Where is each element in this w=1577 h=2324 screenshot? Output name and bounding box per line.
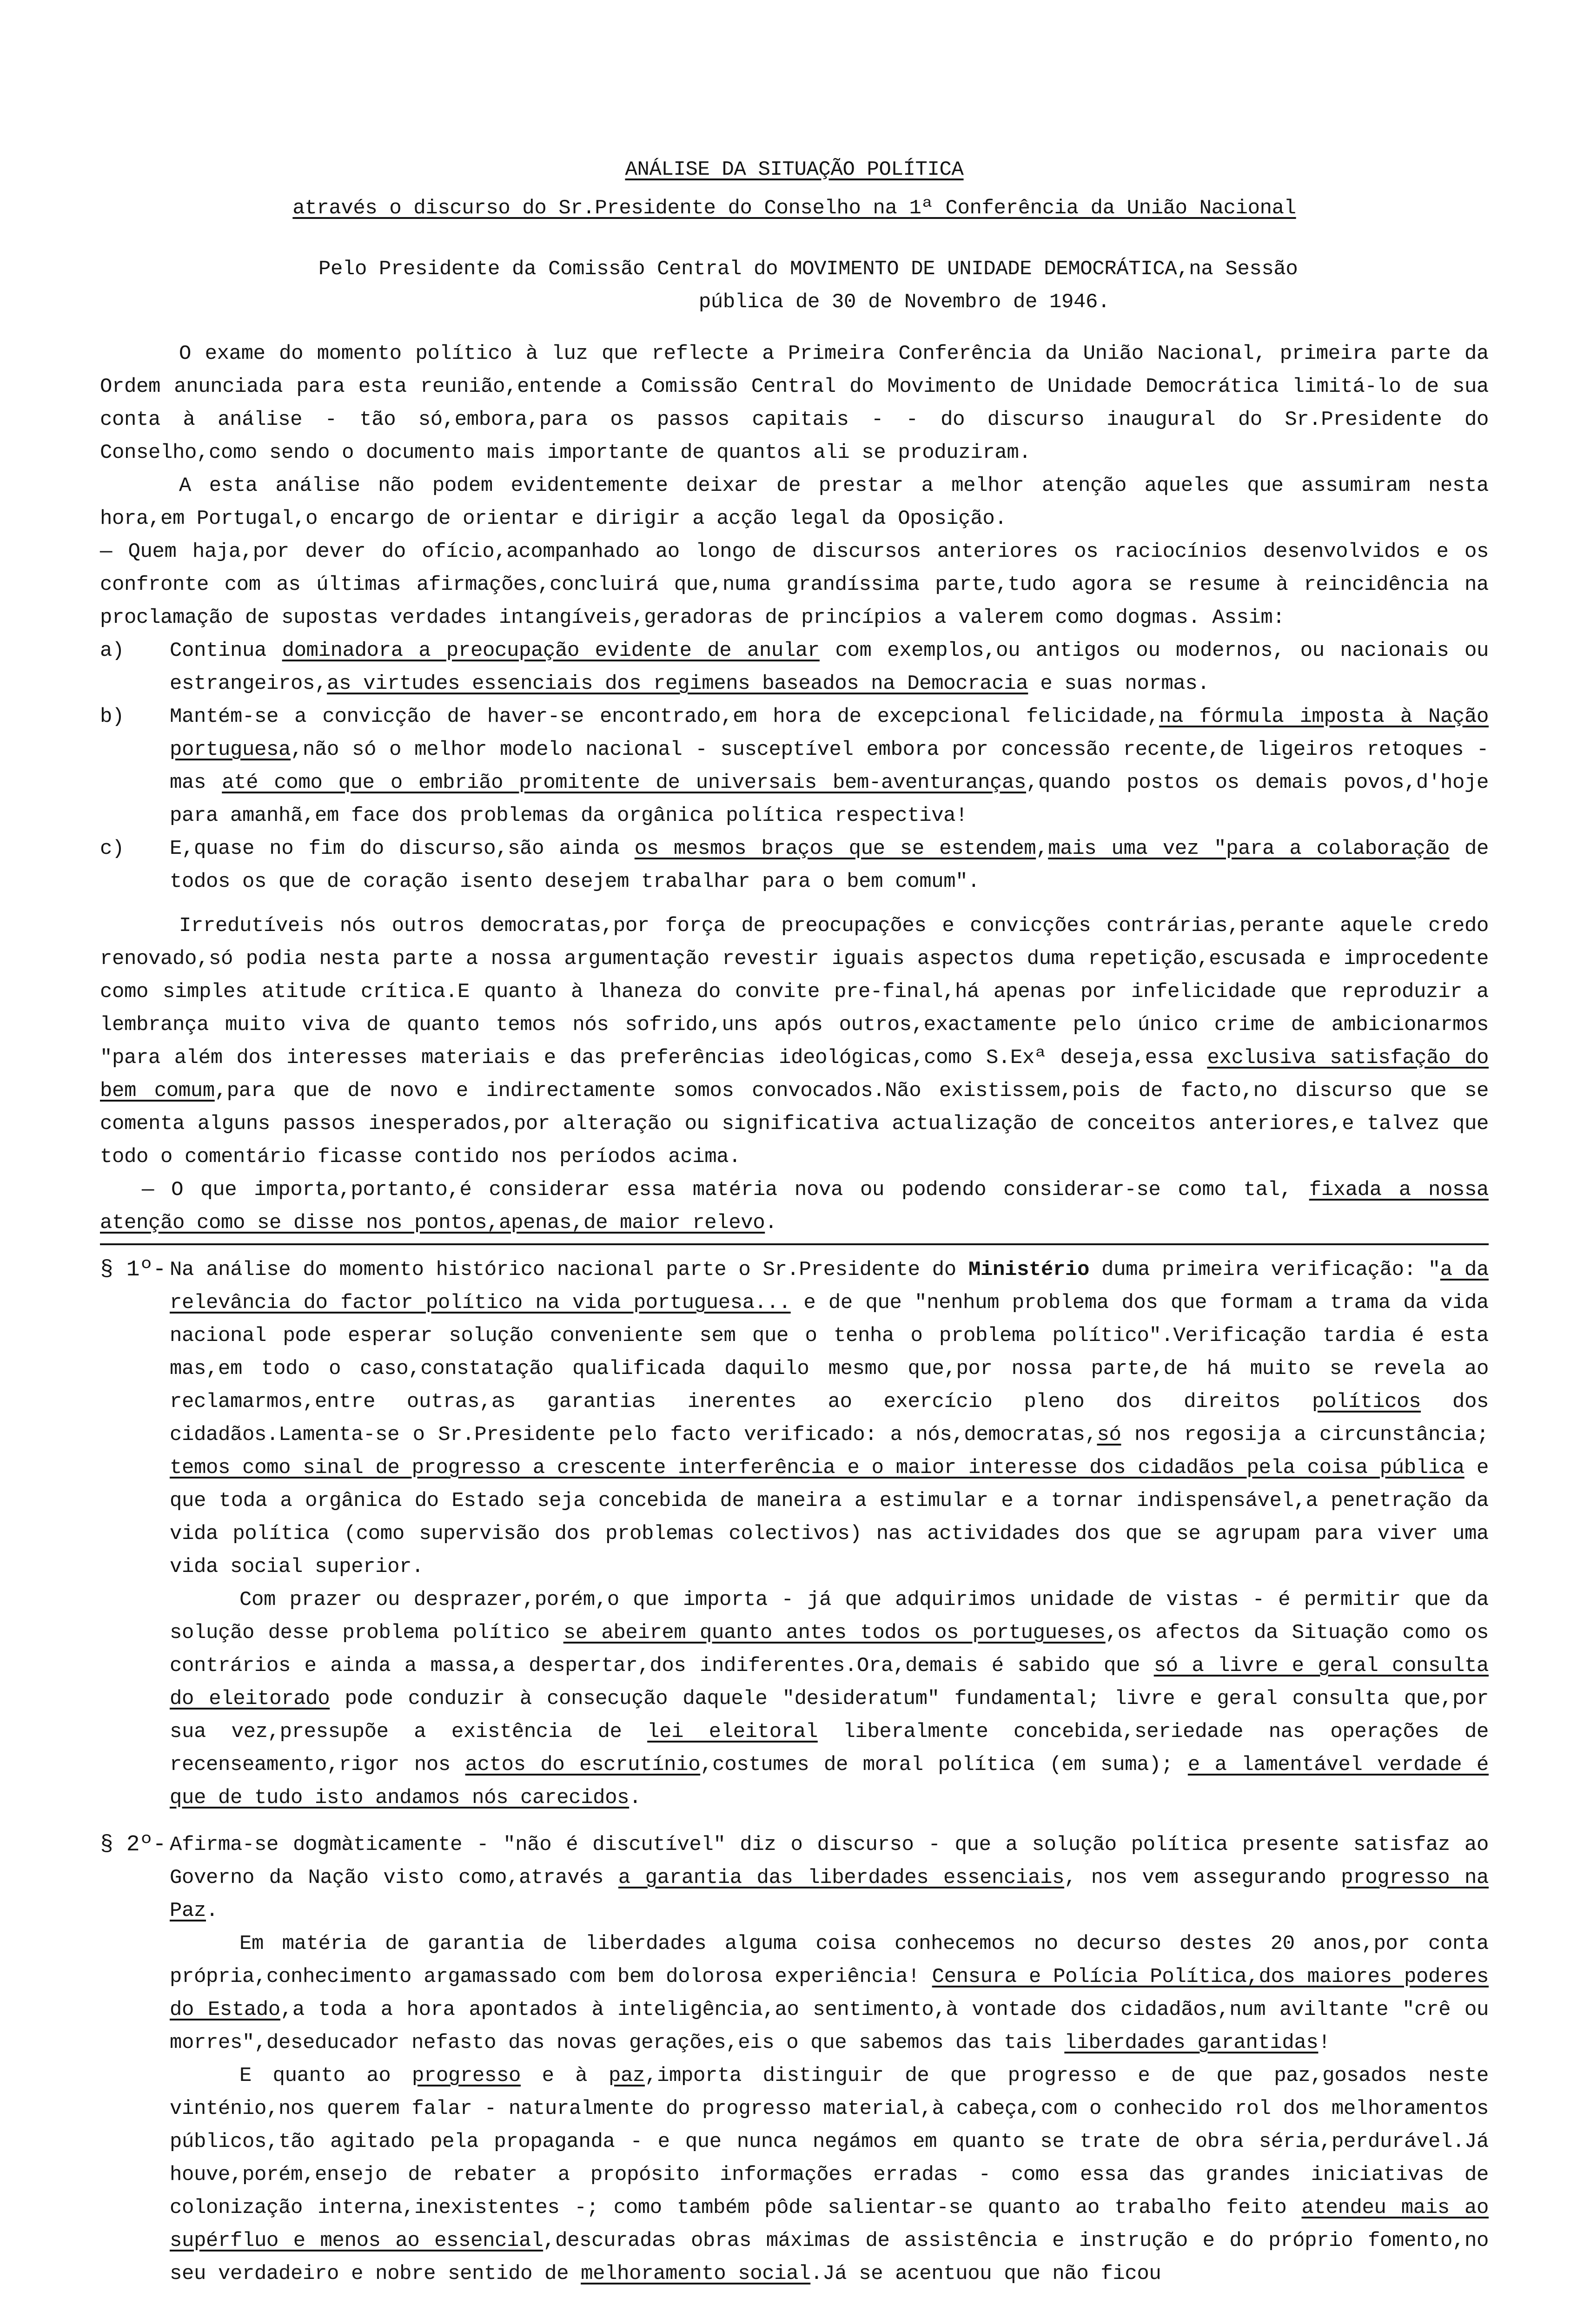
section-1-paragraph-1: Na análise do momento histórico nacional parte o Sr.Presidente do Ministério duma primeira verificação: "a da relevância do factor político na vida portuguesa... e de que "nenhum problema dos que formam a trama da vida nacional pode esperar solução conveniente sem que o tenha o problema político".Verificação tardia é esta mas,em todo o caso,constatação qualificada daquilo mesmo que,por nossa parte,de há muito se revela ao reclamarmos,entre outras,as garantias inerentes ao exercício pleno dos direitos políticos dos cidadãos.Lamenta-se o Sr.Presidente pelo facto verificado: a nós,democratas,só nos regosija a circunstância; temos como sinal de progresso a crescente interferência e o maior interesse dos cidadãos pela coisa pública e que toda a orgânica do Estado seja concebida de maneira a estimular e a tornar indispensável,a penetração da vida política (como supervisão dos problemas colectivos) nas actividades dos que se agrupam para viver uma vida social superior. xyxy=(170,1258,1489,1578)
section-2-paragraph-1: Afirma-se dogmàticamente - "não é discutível" diz o discurso - que a solução política presente satisfaz ao Governo da Nação visto como,através a garantia das liberdades essenciais, nos vem assegurando progresso na Paz. xyxy=(170,1833,1489,1922)
section-1 xyxy=(100,1254,1489,1815)
section-2-label: § 2º- xyxy=(100,1832,166,1857)
list-item-text: Mantém-se a convicção de haver-se encontrado,em hora de excepcional felicidade,na fórmula imposta à Nação portuguesa,não só o melhor modelo nacional - susceptível embora por concessão recente,de ligeiros retoques - mas até como que o embrião promitente de universais bem-aventuranças,quando postos os demais povos,d'hoje para amanhã,em face dos problemas da orgânica política respectiva! xyxy=(170,705,1489,827)
section-1-paragraph-2: Com prazer ou desprazer,porém,o que importa - já que adquirimos unidade de vistas - é permitir que da solução desse problema político se abeirem quanto antes todos os portugueses,os afectos da Situação como os contrários e ainda a massa,a despertar,dos indiferentes.Ora,demais é sabido que só a livre e geral consulta do eleitorado pode conduzir à consecução daquele "desideratum" fundamental; livre e geral consulta que,por sua vez,pressupõe a existência de lei eleitoral liberalmente concebida,seriedade nas operações de recenseamento,rigor nos actos do escrutínio,costumes de moral política (em suma); e a lamentável verdade é que de tudo isto andamos nós carecidos. xyxy=(170,1588,1489,1809)
body-paragraph-5: — O que importa,portanto,é considerar essa matéria nova ou podendo considerar-se como tal, fixada a nossa atenção como se disse nos pontos,apenas,de maior relevo. xyxy=(100,1178,1489,1235)
byline-line-1: Pelo Presidente da Comissão Central do MOVIMENTO DE UNIDADE DEMOCRÁTICA,na Sessão xyxy=(318,257,1298,281)
byline xyxy=(318,253,1490,319)
list-item-label: a) xyxy=(100,639,125,662)
section-1-label: § 1º- xyxy=(100,1257,166,1282)
document-subtitle xyxy=(100,192,1489,225)
list-item-text: E,quase no fim do discurso,são ainda os mesmos braços que se estendem,mais uma vez "para a colaboração de todos os que de coração isento desejem trabalhar para o bem comum". xyxy=(170,837,1489,893)
list-item-b xyxy=(100,700,1489,832)
body-paragraph-4: Irredutíveis nós outros democratas,por força de preocupações e convicções contrárias,perante aquele credo renovado,só podia nesta parte a nossa argumentação revestir iguais aspectos duma repetição,escusada e improcedente como simples atitude crítica.E quanto à lhaneza do convite pre-final,há apenas por infelicidade que reproduzir a lembrança muito viva de quanto temos nós sofrido,uns após outros,exactamente pelo único crime de ambicionarmos "para além dos interesses materiais e das preferências ideológicas,como S.Exª deseja,essa exclusiva satisfação do bem comum,para que de novo e indirectamente somos convocados.Não existissem,pois de facto,no discurso que se comenta alguns passos inesperados,por alteração ou significativa actualização de conceitos anteriores,e talvez que todo o comentário ficasse contido nos períodos acima. xyxy=(100,914,1489,1169)
section-2-paragraph-3: E quanto ao progresso e à paz,importa distinguir de que progresso e de que paz,gosados neste vinténio,nos querem falar - naturalmente do progresso material,à cabeça,com o conhecido rol dos melhoramentos públicos,tão agitado pela propaganda - e que nunca negámos em quanto se trate de obra séria,perdurável.Já houve,porém,ensejo de rebater a propósito informações erradas - como essa das grandes iniciativas de colonização interna,inexistentes -; como também pôde salientar-se quanto ao trabalho feito atendeu mais ao supérfluo e menos ao essencial,descuradas obras máximas de assistência e instrução e do próprio fomento,no seu verdadeiro e nobre sentido de melhoramento social.Já se acentuou que não ficou xyxy=(170,2064,1489,2285)
byline-line-2: pública de 30 de Novembro de 1946. xyxy=(698,290,1110,314)
section-2-paragraph-2: Em matéria de garantia de liberdades alguma coisa conhecemos no decurso destes 20 anos,por conta própria,conhecimento argamassado com bem dolorosa experiência! Censura e Polícia Política,dos maiores poderes do Estado,a toda a hora apontados à inteligência,ao sentimento,à vontade dos cidadãos,num aviltante "crê ou morres",deseducador nefasto das novas gerações,eis o que sabemos das tais liberdades garantidas! xyxy=(170,1932,1489,2054)
section-1-body xyxy=(170,1254,1489,1815)
list-item-a xyxy=(100,634,1489,700)
intro-paragraph-1: O exame do momento político à luz que reflecte a Primeira Conferência da União Nacional, primeira parte da Ordem anunciada para esta reunião,entende a Comissão Central do Movimento de Unidade Democrática limitá-lo de sua conta à análise - tão só,embora,para os passos capitais - - do discurso inaugural do Sr.Presidente do Conselho,como sendo o documento mais importante de quantos ali se produziram. xyxy=(100,342,1489,464)
section-2-body xyxy=(170,1829,1489,2291)
section-divider xyxy=(100,1243,1489,1245)
section-2 xyxy=(100,1829,1489,2291)
list-item-label: b) xyxy=(100,705,125,728)
list-item-c xyxy=(100,832,1489,898)
list-item-text: Continua dominadora a preocupação evidente de anular com exemplos,ou antigos ou modernos, ou nacionais ou estrangeiros,as virtudes essenciais dos regimens baseados na Democracia e suas normas. xyxy=(170,639,1489,695)
title-text: ANÁLISE DA SITUAÇÃO POLÍTICA xyxy=(625,158,964,181)
list-item-label: c) xyxy=(100,837,125,860)
intro-paragraph-3: — Quem haja,por dever do ofício,acompanhado ao longo de discursos anteriores os raciocínios desenvolvidos e os confronte com as últimas afirmações,concluirá que,numa grandíssima parte,tudo agora se resume à reincidência na proclamação de supostas verdades intangíveis,geradoras de princípios a valerem como dogmas. Assim: xyxy=(100,540,1489,629)
subtitle-text: através o discurso do Sr.Presidente do Conselho na 1ª Conferência da União Nacional xyxy=(292,197,1296,220)
document-title xyxy=(100,153,1489,186)
intro-paragraph-2: A esta análise não podem evidentemente deixar de prestar a melhor atenção aqueles que assumiram nesta hora,em Portugal,o encargo de orientar e dirigir a acção legal da Oposição. xyxy=(100,474,1489,530)
